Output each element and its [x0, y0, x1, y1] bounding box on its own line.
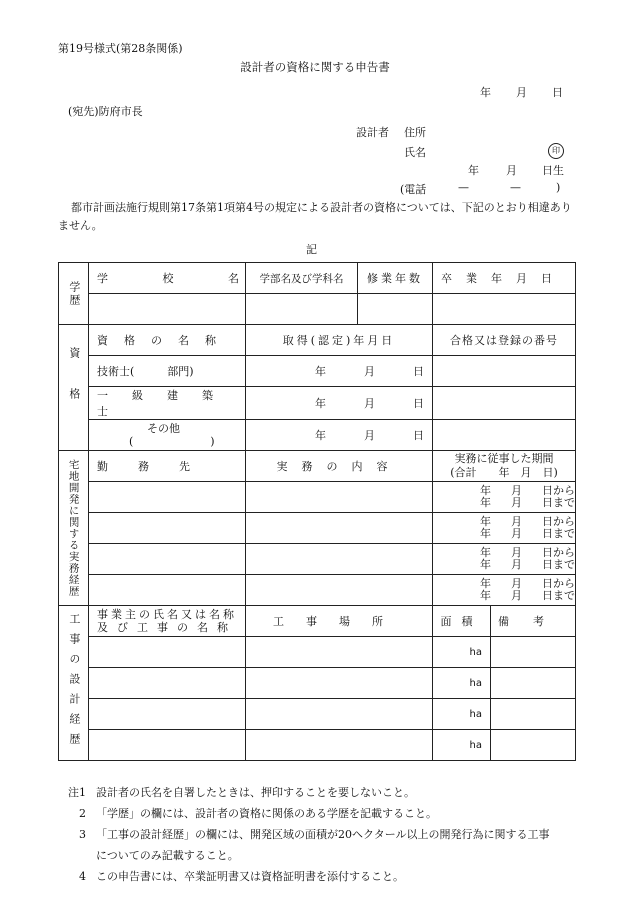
phone-dash-1: — — [458, 181, 469, 194]
graduation-input[interactable] — [433, 294, 576, 325]
experience-label: 宅地開発に関する実務経歴 — [67, 459, 80, 597]
birth-month: 月 — [506, 164, 517, 177]
phone-dash-2: — — [510, 181, 521, 194]
qualification-number-header: 合格又は登録の番号 — [433, 325, 576, 356]
faculty-input[interactable] — [246, 294, 358, 325]
qualification-name-1: 技術士( 部門) — [89, 356, 246, 387]
faculty-header: 学部名及び学科名 — [246, 263, 358, 294]
school-name-input[interactable] — [89, 294, 246, 325]
area-input-1[interactable]: ha — [433, 637, 491, 668]
graduation-header: 卒業年月日 — [433, 263, 576, 294]
workplace-input-4[interactable] — [89, 575, 246, 606]
qualification-header-row — [59, 325, 576, 356]
details-table — [58, 262, 576, 761]
qualification-row-1 — [59, 356, 576, 387]
experience-header-row — [59, 451, 576, 482]
birth-year: 年 — [468, 164, 479, 177]
owner-input-4[interactable] — [89, 730, 246, 761]
education-row — [59, 294, 576, 325]
notes-section — [58, 782, 588, 887]
qualification-row-3 — [59, 420, 576, 451]
design-row-2 — [59, 668, 576, 699]
design-label-cell — [59, 606, 89, 761]
workplace-header: 勤務先 — [89, 451, 246, 482]
birth-day: 日生 — [542, 164, 564, 177]
work-content-input-3[interactable] — [246, 544, 433, 575]
experience-row-4 — [59, 575, 576, 606]
date-month: 月 — [516, 86, 527, 99]
design-label: 工事の設計経歴 — [67, 613, 81, 753]
name-label: 氏名 — [404, 146, 426, 159]
period-header: 実務に従事した期間 (合計 年 月 日) — [433, 451, 576, 482]
school-name-header: 学 校 名 — [89, 263, 246, 294]
qualification-name-2: 一級建築士 — [89, 387, 246, 420]
area-header: 面積 — [433, 606, 491, 637]
experience-row-3 — [59, 544, 576, 575]
date-day: 日 — [552, 86, 563, 99]
qualification-date-2[interactable]: 年 月 日 — [246, 387, 433, 420]
qualification-name-3: その他 ( ) — [89, 420, 246, 451]
workplace-input-2[interactable] — [89, 513, 246, 544]
work-content-input-4[interactable] — [246, 575, 433, 606]
seal-mark — [548, 143, 564, 159]
owner-input-3[interactable] — [89, 699, 246, 730]
remarks-input-3[interactable] — [491, 699, 576, 730]
design-row-4 — [59, 730, 576, 761]
note-1: 注1 設計者の氏名を自署したときは、押印することを要しないこと。 — [68, 786, 415, 799]
qualification-label: 資格 — [67, 346, 81, 429]
education-header-row — [59, 263, 576, 294]
form-number: 第19号様式(第28条関係) — [58, 42, 183, 55]
ki-label: 記 — [306, 243, 317, 256]
owner-input-1[interactable] — [89, 637, 246, 668]
site-input-4[interactable] — [246, 730, 433, 761]
note-3: 3 「工事の設計経歴」の欄には、開発区域の面積が20ヘクタール以上の開発行為に関する工事 — [79, 828, 550, 841]
area-input-4[interactable]: ha — [433, 730, 491, 761]
qualification-date-header: 取得(認定)年月日 — [246, 325, 433, 356]
site-input-2[interactable] — [246, 668, 433, 699]
designer-label: 設計者 — [356, 126, 389, 139]
work-content-input-2[interactable] — [246, 513, 433, 544]
owner-header: 事業主の氏名又は名称 及び工事の名称 — [89, 606, 246, 637]
experience-row-2 — [59, 513, 576, 544]
qualification-date-1[interactable]: 年 月 日 — [246, 356, 433, 387]
qualification-number-1[interactable] — [433, 356, 576, 387]
period-input-3[interactable]: 年 月 日から 年 月 日まで — [433, 544, 576, 575]
remarks-input-4[interactable] — [491, 730, 576, 761]
qualification-label-cell — [59, 325, 89, 451]
declaration-text: 都市計画法施行規則第17条第1項第4号の規定による設計者の資格については、下記のとおり相違ありません。 — [58, 201, 572, 232]
area-input-2[interactable]: ha — [433, 668, 491, 699]
note-2: 2 「学歴」の欄には、設計者の資格に関係のある学歴を記載すること。 — [79, 807, 437, 820]
phone-close: ) — [556, 181, 561, 194]
address-label: 住所 — [404, 126, 426, 139]
qualification-row-2 — [59, 387, 576, 420]
date-year: 年 — [480, 86, 491, 99]
design-header-row — [59, 606, 576, 637]
note-4: 4 この申告書には、卒業証明書又は資格証明書を添付すること。 — [79, 870, 404, 883]
years-header: 修業年数 — [358, 263, 433, 294]
period-input-2[interactable]: 年 月 日から 年 月 日まで — [433, 513, 576, 544]
workplace-input-1[interactable] — [89, 482, 246, 513]
owner-input-2[interactable] — [89, 668, 246, 699]
experience-row-1 — [59, 482, 576, 513]
seal-icon: 印 — [548, 143, 564, 159]
addressee: (宛先)防府市長 — [68, 105, 143, 118]
education-label-cell — [59, 263, 89, 325]
site-header: 工事場所 — [246, 606, 433, 637]
qualification-number-3[interactable] — [433, 420, 576, 451]
experience-label-cell — [59, 451, 89, 606]
workplace-input-3[interactable] — [89, 544, 246, 575]
design-row-1 — [59, 637, 576, 668]
period-input-4[interactable]: 年 月 日から 年 月 日まで — [433, 575, 576, 606]
remarks-input-1[interactable] — [491, 637, 576, 668]
area-input-3[interactable]: ha — [433, 699, 491, 730]
site-input-3[interactable] — [246, 699, 433, 730]
qualification-number-2[interactable] — [433, 387, 576, 420]
site-input-1[interactable] — [246, 637, 433, 668]
design-row-3 — [59, 699, 576, 730]
note-3-cont: についてのみ記載すること。 — [96, 849, 239, 862]
remarks-header: 備考 — [491, 606, 576, 637]
qualification-date-3[interactable]: 年 月 日 — [246, 420, 433, 451]
period-input-1[interactable]: 年 月 日から 年 月 日まで — [433, 482, 576, 513]
qualification-name-header: 資格の名称 — [89, 325, 246, 356]
work-content-header: 実務の内容 — [246, 451, 433, 482]
phone-open: (電話 — [400, 183, 427, 196]
form-title: 設計者の資格に関する申告書 — [240, 60, 390, 74]
years-input[interactable] — [358, 294, 433, 325]
remarks-input-2[interactable] — [491, 668, 576, 699]
education-label: 学歴 — [67, 280, 81, 307]
work-content-input-1[interactable] — [246, 482, 433, 513]
